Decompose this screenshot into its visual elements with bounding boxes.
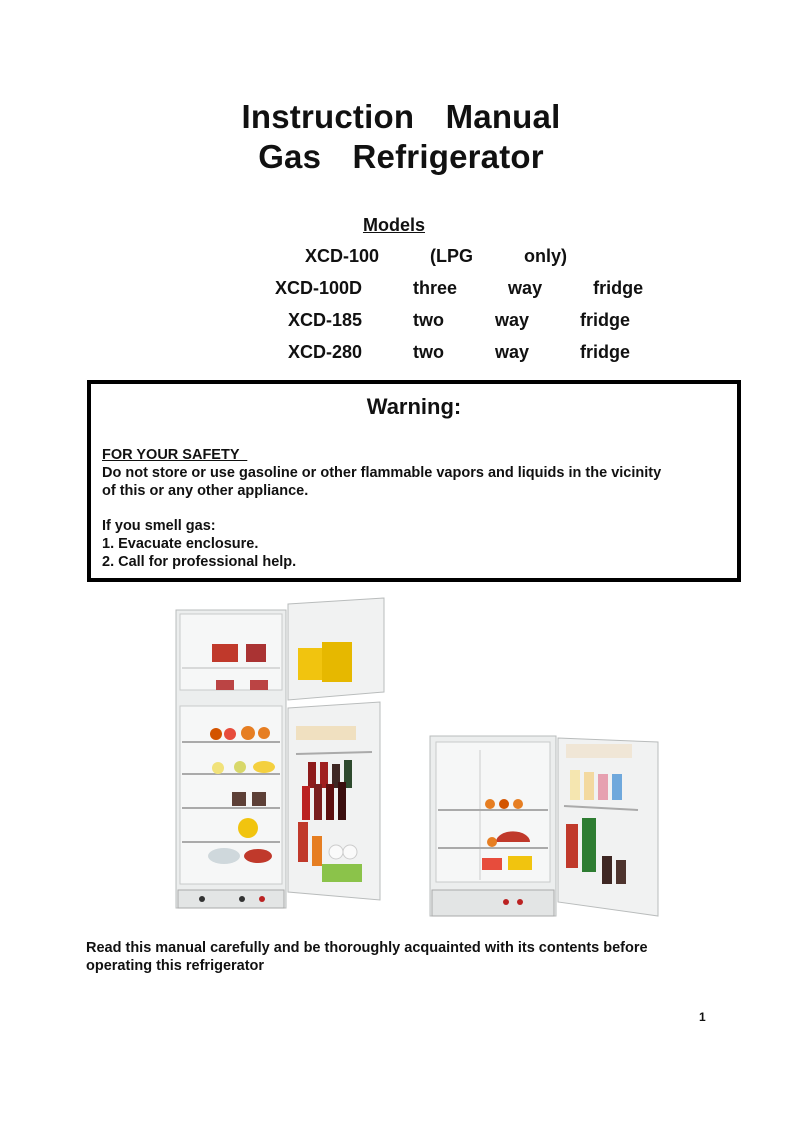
page-number: 1 bbox=[699, 1010, 706, 1024]
model-item: XCD-100D three way fridge bbox=[275, 278, 644, 298]
model-item: XCD-100 (LPG only) bbox=[305, 246, 568, 266]
models-heading: Models bbox=[362, 215, 425, 235]
safety-text: of this or any other appliance. bbox=[102, 483, 309, 499]
single-door-refrigerator-image bbox=[426, 730, 662, 926]
title-line-1: Instruction Manual bbox=[241, 98, 561, 135]
safety-text: Do not store or use gasoline or other flammable vapors and liquids in the vicinity bbox=[102, 465, 662, 481]
two-door-refrigerator-image bbox=[172, 596, 388, 916]
gas-step: 1. Evacuate enclosure. bbox=[102, 536, 259, 552]
gas-heading: If you smell gas: bbox=[102, 518, 216, 534]
safety-heading: FOR YOUR SAFETY bbox=[102, 447, 248, 463]
footer-note: operating this refrigerator bbox=[86, 958, 265, 974]
model-item: XCD-185 two way fridge bbox=[288, 310, 631, 330]
gas-step: 2. Call for professional help. bbox=[102, 554, 297, 570]
warning-box bbox=[87, 380, 741, 582]
title-line-2: Gas Refrigerator bbox=[258, 138, 544, 175]
footer-note: Read this manual carefully and be thoroughly acquainted with its contents before bbox=[86, 940, 648, 956]
model-item: XCD-280 two way fridge bbox=[288, 342, 631, 362]
warning-title: Warning: bbox=[366, 394, 462, 419]
